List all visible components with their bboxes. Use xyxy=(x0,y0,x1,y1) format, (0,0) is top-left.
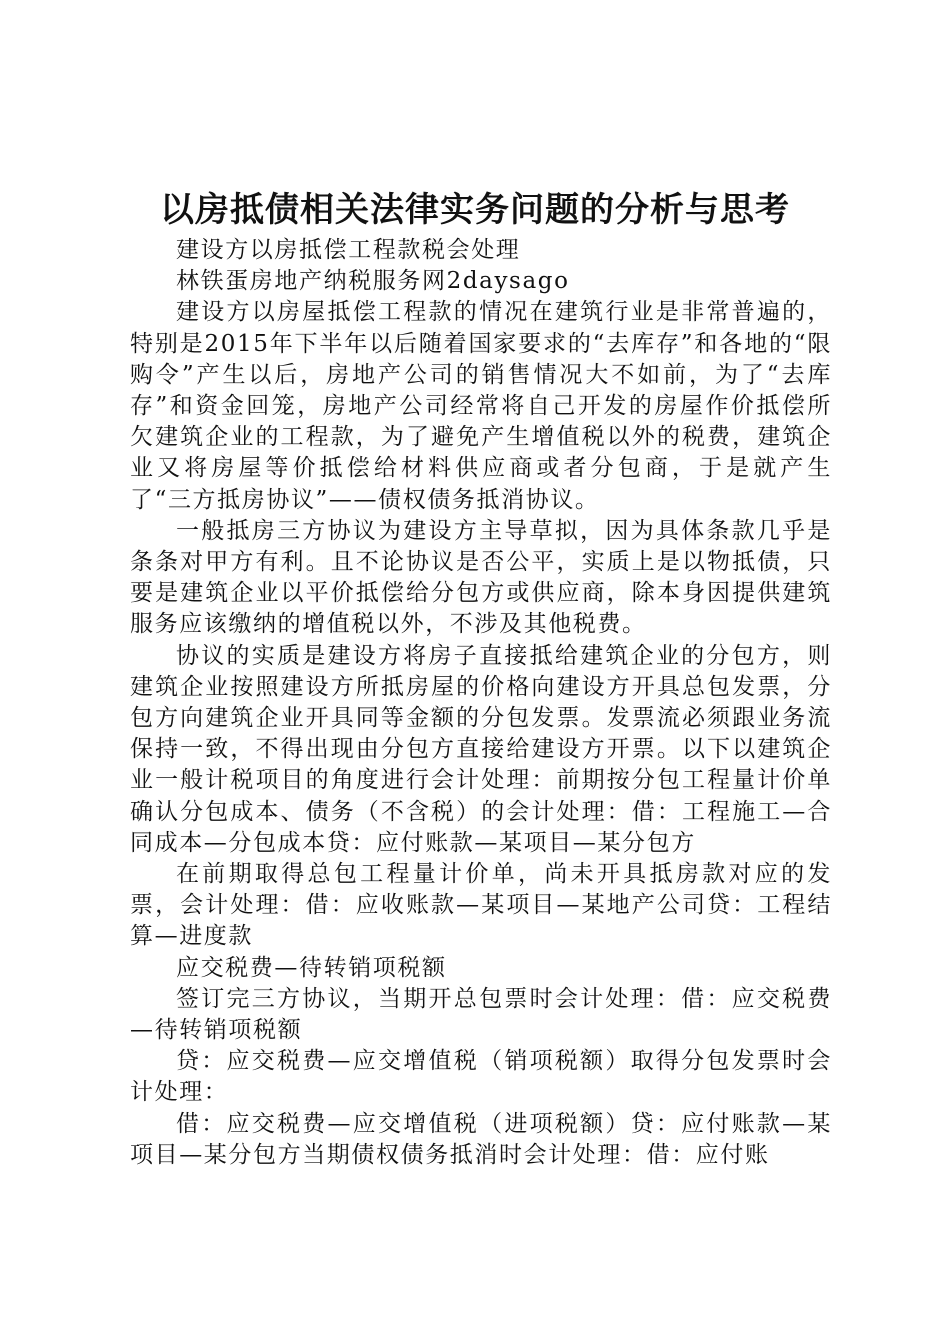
paragraph: 建设方以房屋抵偿工程款的情况在建筑行业是非常普遍的，特别是2015年下半年以后随着国家要求的“去库存”和各地的“限购令”产生以后，房地产公司的销售情况大不如前，为了“去库存”和资金回笼，房地产公司经常将自己开发的房屋作价抵偿所欠建筑企业的工程款，为了避免产生增值税以外的税费，建筑企业又将房屋等价抵偿给材料供应商或者分包商，于是就产生了“三方抵房协议”——债权债务抵消协议。 xyxy=(130,299,832,513)
paragraph: 借：应交税费—应交增值税（进项税额）贷：应付账款—某项目—某分包方当期债权债务抵消时会计处理：借：应付账 xyxy=(130,1110,832,1168)
paragraph-subtitle: 建设方以房抵偿工程款税会处理 xyxy=(176,237,521,263)
paragraph-source: 林铁蛋房地产纳税服务网2daysago xyxy=(176,268,570,295)
paragraph: 协议的实质是建设方将房子直接抵给建筑企业的分包方，则建筑企业按照建设方所抵房屋的价格向建设方开具总包发票，分包方向建筑企业开具同等金额的分包发票。发票流必须跟业务流保持一致，不得出现由分包方直接给建设方开票。以下以建筑企业一般计税项目的角度进行会计处理：前期按分包工程量计价单确认分包成本、债务（不含税）的会计处理：借：工程施工—合同成本—分包成本贷：应付账款—某项目—某分包方 xyxy=(130,642,832,856)
paragraph: 在前期取得总包工程量计价单，尚未开具抵房款对应的发票，会计处理：借：应收账款—某项目—某地产公司贷：工程结算—进度款 xyxy=(130,861,832,950)
paragraph: 签订完三方协议，当期开总包票时会计处理：借：应交税费—待转销项税额 xyxy=(130,985,832,1044)
paragraph: 应交税费—待转销项税额 xyxy=(176,954,447,981)
document-body xyxy=(130,235,832,1171)
paragraph: 一般抵房三方协议为建设方主导草拟，因为具体条款几乎是条条对甲方有利。且不论协议是否公平，实质上是以物抵债，只要是建筑企业以平价抵偿给分包方或供应商，除本身因提供建筑服务应该缴纳的增值税以外，不涉及其他税费。 xyxy=(130,517,832,638)
paragraph: 贷：应交税费—应交增值税（销项税额）取得分包发票时会计处理： xyxy=(130,1048,832,1106)
document-title: 以房抵债相关法律实务问题的分析与思考 xyxy=(160,190,790,230)
